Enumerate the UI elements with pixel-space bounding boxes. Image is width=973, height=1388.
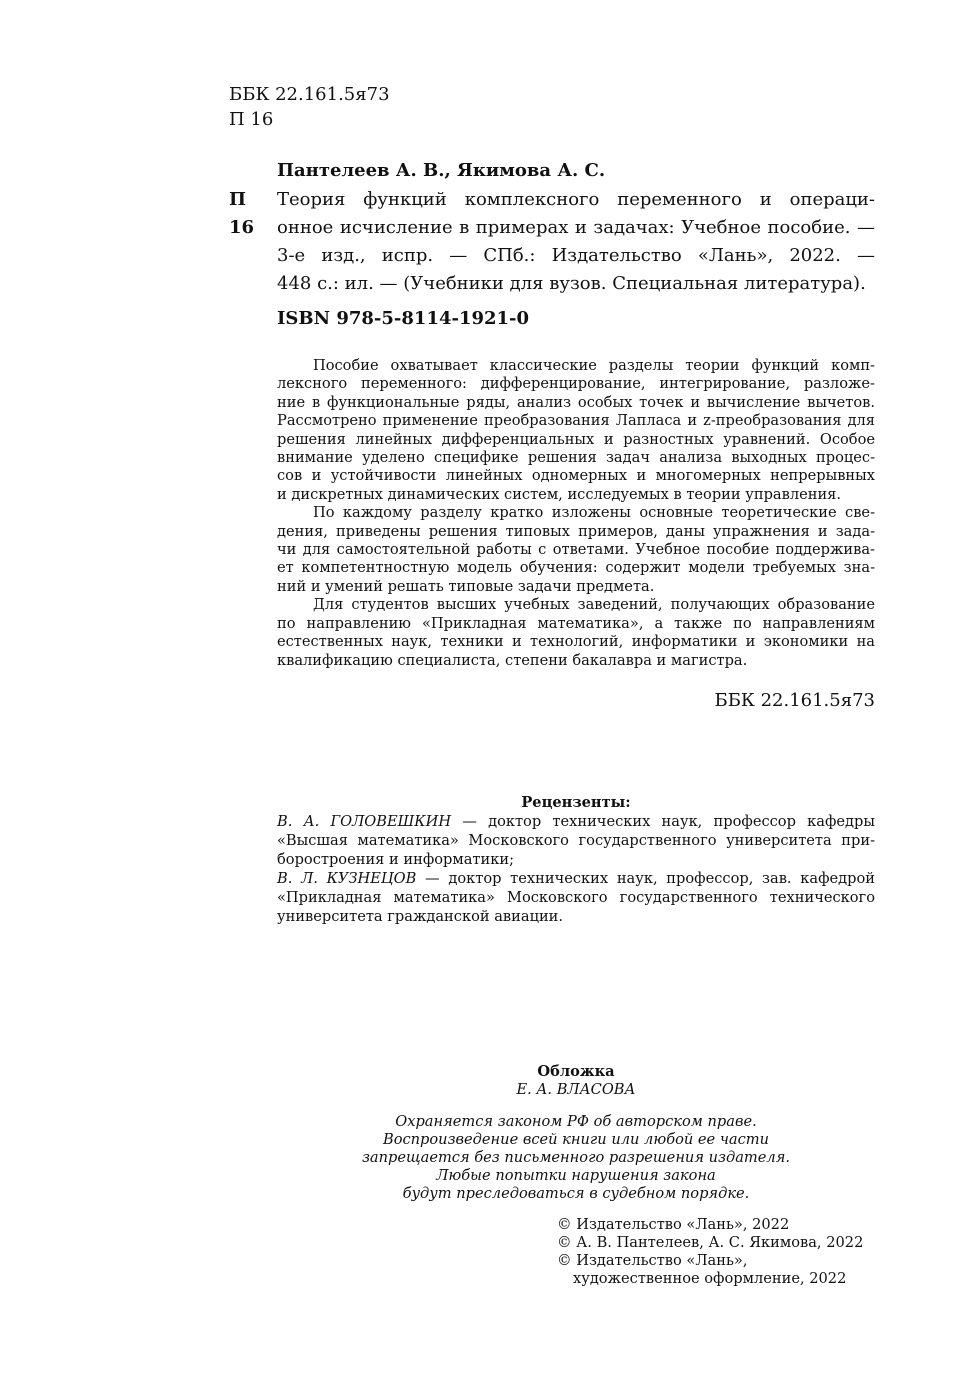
abstract-line: Пособие охватывает классические разделы теории функций комп- [313,357,875,374]
catalog-author-mark: П 16 [229,189,255,238]
reviewer-line: «Высшая математика» Московского государственного университета при- [277,832,875,849]
bbk-code: ББК 22.161.5я73 [229,84,390,105]
abstract-line: по направлению «Прикладная математика», а также по направлениям [277,614,875,632]
bbk-header [229,82,390,132]
reviewer-line: В. Л. КУЗНЕЦОВ — доктор технических наук, профессор, зав. кафедрой [277,870,875,887]
cover-designer: Е. А. ВЛАСОВА [516,1081,636,1098]
description-line: онное исчисление в примерах и задачах: Учебное пособие. — [277,217,875,238]
abstract-line: естественных наук, техники и технологий, информатики и экономики на [277,633,875,651]
title-row [229,186,875,298]
author-mark: П 16 [229,109,274,130]
cover-title: Обложка [537,1063,615,1080]
copyright-line: © Издательство «Лань», [557,1252,748,1269]
abstract-line: внимание уделено специфике решения задач анализа выходных процес- [277,449,875,467]
reviewer-name: В. А. ГОЛОВЕШКИН [277,813,452,830]
copyright-notice [277,1113,875,1203]
description-line: 448 с.: ил. — (Учебники для вузов. Специальная литература). [277,273,866,294]
abstract-line: и дискретных динамических систем, исследуемых в теории управления. [277,485,842,503]
abstract-line: решения линейных дифференциальных и разностных уравнений. Особое [277,430,875,448]
abstract-line: сов и устойчивости линейных одномерных и многомерных непрерывных [277,467,875,485]
abstract-line: дения, приведены решения типовых примеров, даны упражнения и зада- [277,522,875,540]
copyright-line: © Издательство «Лань», 2022 [557,1216,790,1233]
isbn: ISBN 978-5-8114-1921-0 [277,308,530,329]
abstract-line: Рассмотрено применение преобразования Лапласа и z-преобразования для [277,412,875,430]
cover-credit [277,1063,875,1099]
abstract-line: чи для самостоятельной работы с ответами. Учебное пособие поддержива- [277,541,875,559]
abstract-line: ет компетентностную модель обучения: содержит модели требуемых зна- [277,559,875,577]
reviewers-section [277,793,875,926]
notice-line: Любые попытки нарушения закона [436,1167,716,1184]
reviewer-line: университета гражданской авиации. [277,908,564,925]
abstract-line: Для студентов высших учебных заведений, получающих образование [313,596,875,614]
abstract-line: квалификацию специалиста, степени бакалавра и магистра. [277,651,748,669]
notice-line: Воспроизведение всей книги или любой ее части [382,1131,770,1148]
description-line: 3-е изд., испр. — СПб.: Издательство «Лань», 2022. — [277,245,875,266]
abstract-line: По каждому разделу кратко изложены основные теоретические све- [313,504,875,522]
abstract [277,357,875,670]
copyright-line: художественное оформление, 2022 [573,1270,847,1287]
notice-line: Охраняется законом РФ об авторском праве. [395,1113,757,1130]
bbk-footer-code: ББК 22.161.5я73 [714,690,875,711]
abstract-line: ние в функциональные ряды, анализ особых точек и вычисление вычетов. [277,393,875,411]
reviewer-line: В. А. ГОЛОВЕШКИН — доктор технических наук, профессор кафедры [277,813,875,830]
reviewers-title: Рецензенты: [521,794,631,811]
authors: Пантелеев А. В., Якимова А. С. [277,160,606,181]
reviewer-line: «Прикладная математика» Московского государственного технического [277,889,875,906]
book-description [277,186,875,298]
reviewer-line: боростроения и информатики; [277,851,514,868]
notice-line: запрещается без письменного разрешения издателя. [361,1149,791,1166]
copyright-line: © А. В. Пантелеев, А. С. Якимова, 2022 [557,1234,864,1251]
catalog-record [229,158,875,298]
reviewer-name: В. Л. КУЗНЕЦОВ [277,870,417,887]
abstract-line: лексного переменного: дифференцирование, интегрирование, разложе- [277,375,875,393]
description-line: Теория функций комплексного переменного и операци- [277,189,875,210]
copyright-block [557,1216,863,1288]
abstract-line: ний и умений решать типовые задачи предмета. [277,577,655,595]
notice-line: будут преследоваться в судебном порядке. [402,1185,750,1202]
